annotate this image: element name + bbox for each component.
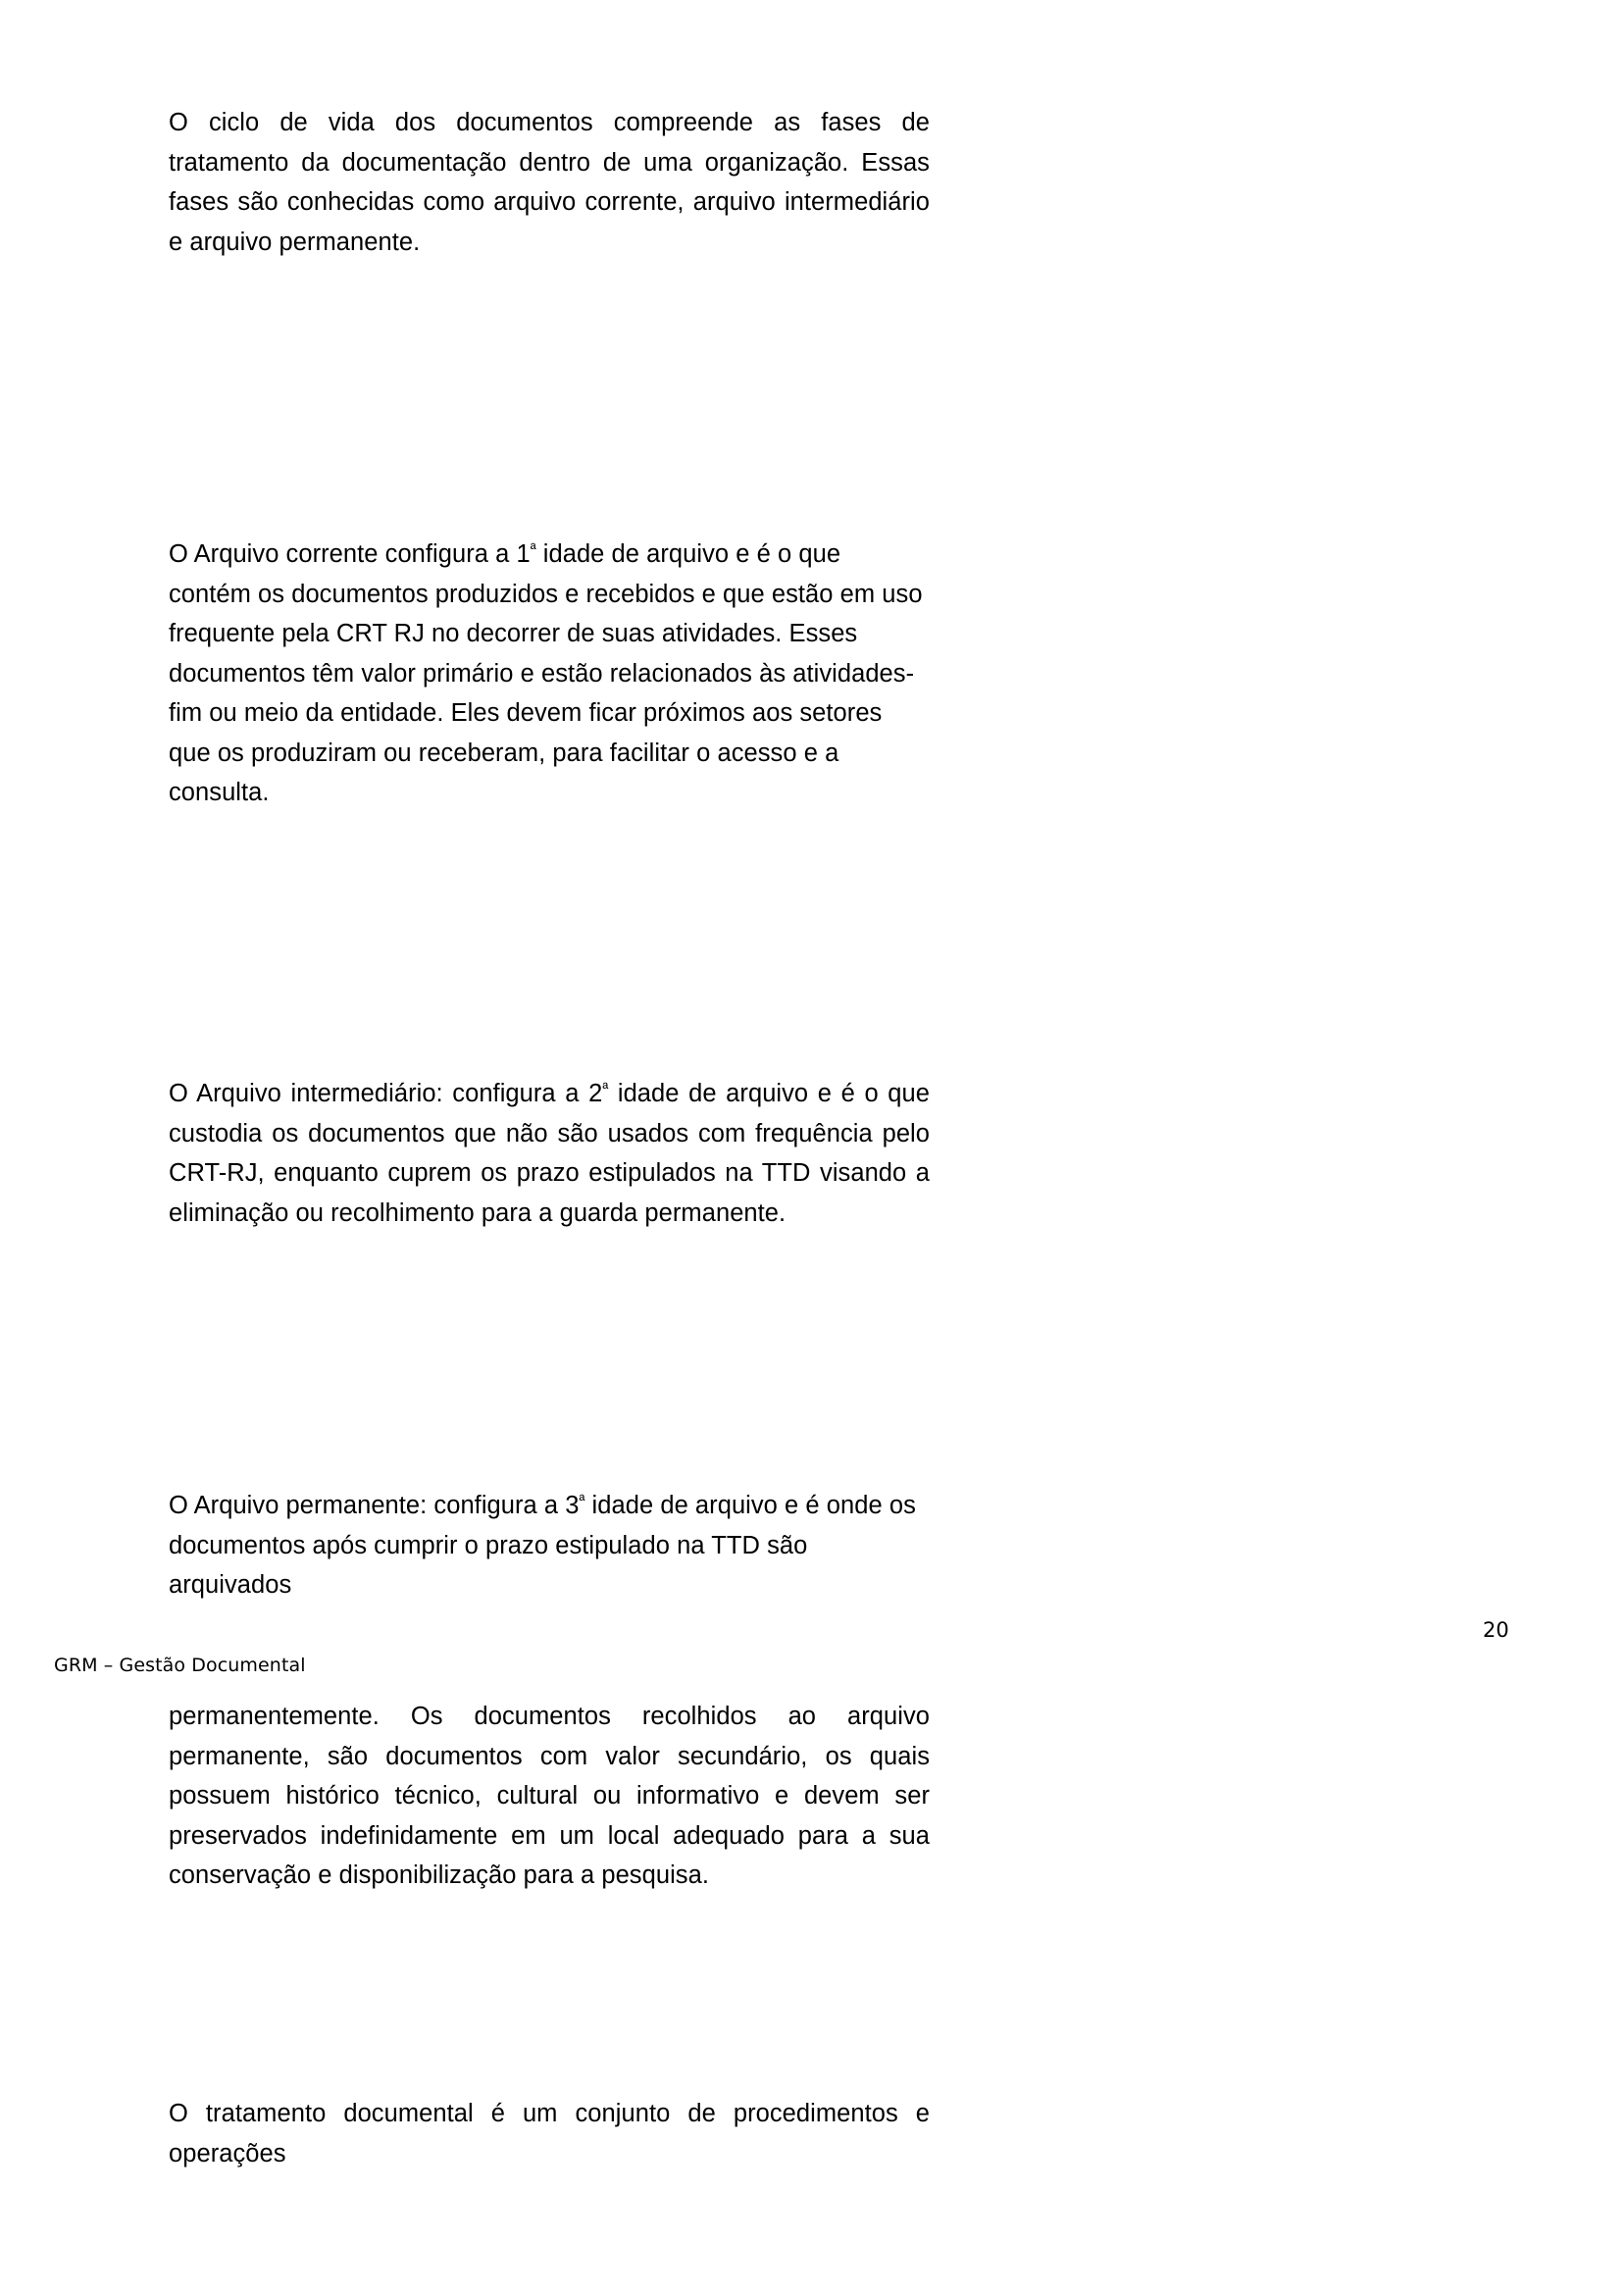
document-footer-label: GRM – Gestão Documental <box>54 1655 306 1676</box>
paragraph-text-lead: O Arquivo permanente: configura a <box>169 1492 566 1519</box>
ordinal-number: 3 <box>565 1492 580 1519</box>
paragraph-text-tail: idade de arquivo e é onde os documentos após cumprir o prazo estipulado na TTD são arquivados <box>169 1492 916 1599</box>
paragraph-text-lead: O Arquivo intermediário: configura a <box>169 1080 589 1107</box>
ordinal-suffix-icon: ª <box>579 1492 585 1509</box>
paragraph-tratamento-documental: O tratamento documental é um conjunto de procedimentos e operações <box>169 2100 930 2167</box>
ordinal-number: 1 <box>516 540 531 568</box>
paragraph-arquivo-corrente <box>169 535 930 813</box>
paragraph-arquivo-intermediario <box>169 1074 930 1233</box>
paragraph-text-lead: O Arquivo corrente configura a <box>169 540 517 568</box>
paragraph-ciclo-de-vida: O ciclo de vida dos documentos compreende as fases de tratamento da documentação dentro de uma organização. Essas fases são conhecidas como arquivo corrente, arquivo intermediário e arquivo permanente. <box>169 109 930 256</box>
paragraph-text-tail: idade de arquivo e é o que custodia os documentos que não são usados com frequência pelo CRT-RJ, enquanto cuprem os prazo estipulados na TTD visando a eliminação ou recolhimento para a guarda permanente. <box>169 1080 930 1227</box>
ordinal-number: 2 <box>588 1080 603 1107</box>
paragraph-arquivo-permanente <box>169 1486 930 1606</box>
page-number: 20 <box>1483 1618 1509 1642</box>
ordinal-suffix-icon: ª <box>602 1080 609 1097</box>
ordinal-suffix-icon: ª <box>530 540 536 558</box>
paragraph-text-tail: idade de arquivo e é o que contém os documentos produzidos e recebidos e que estão em uso frequente pela CRT RJ no decorrer de suas atividades. Esses documentos têm valor primário e estão relacionados às atividades-fim ou meio da entidade. Eles devem ficar próximos aos setores que os produziram ou receberam, para facilitar o acesso e a consulta. <box>169 540 923 806</box>
paragraph-valor-secundario: permanentemente. Os documentos recolhidos ao arquivo permanente, são documentos com valor secundário, os quais possuem histórico técnico, cultural ou informativo e devem ser preservados indefinidamente em um local adequado para a sua conservação e disponibilização para a pesquisa. <box>169 1703 930 1889</box>
